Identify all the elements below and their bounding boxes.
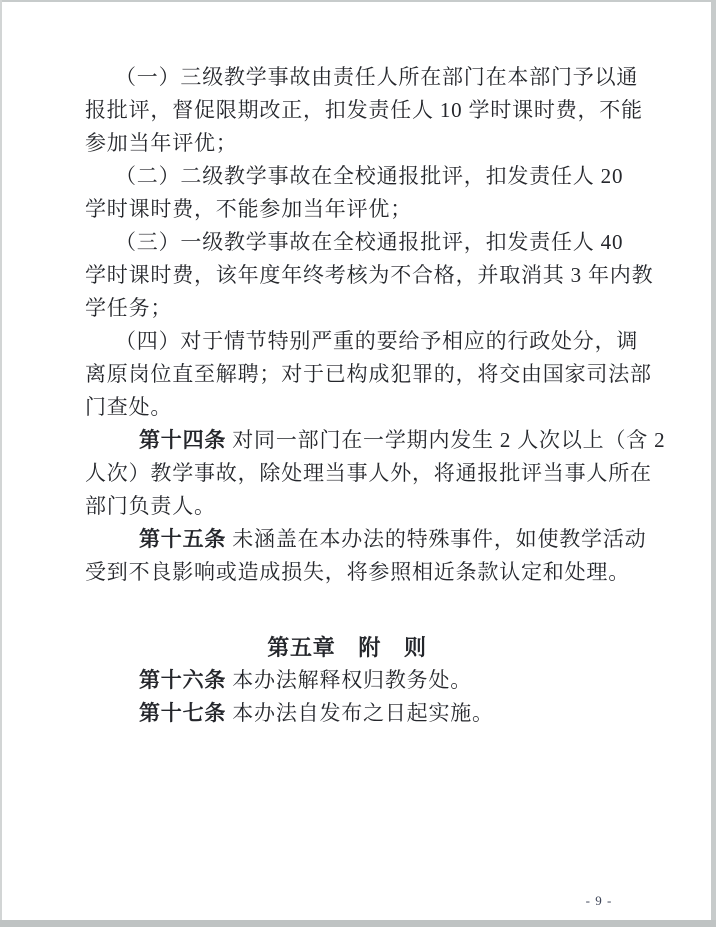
article-15-line-1	[85, 523, 647, 556]
page-edge-left	[0, 0, 2, 927]
line-text: 学任务；	[85, 296, 173, 320]
clause-1-line-3	[85, 127, 609, 160]
line-text: 对同一部门在一学期内发生 2 人次以上（含 2	[226, 428, 666, 452]
article-15-line-2	[85, 556, 630, 589]
article-17-line-1	[85, 697, 609, 730]
clause-3-line-3	[85, 292, 609, 325]
article-14-line-3	[85, 490, 609, 523]
page-number: - 9 -	[585, 893, 613, 908]
chapter-5-heading	[85, 631, 609, 664]
line-text: （三）一级教学事故在全校通报批评，扣发责任人 40	[115, 230, 624, 254]
line-text: 学时课时费，该年度年终考核为不合格，并取消其 3 年内教	[85, 263, 654, 287]
line-text: （二）二级教学事故在全校通报批评，扣发责任人 20	[115, 164, 624, 188]
page-edge-bottom	[0, 920, 716, 927]
clause-4-line-1	[85, 325, 639, 358]
page-content	[85, 61, 666, 730]
line-text: 受到不良影响或造成损失，将参照相近条款认定和处理。	[85, 560, 630, 584]
article-14-line-2	[85, 457, 652, 490]
line-text: 未涵盖在本办法的特殊事件，如使教学活动	[226, 527, 647, 551]
line-text: （四）对于情节特别严重的要给予相应的行政处分，调	[115, 329, 639, 353]
line-text: 学时课时费，不能参加当年评优；	[85, 197, 412, 221]
clause-4-line-2	[85, 358, 652, 391]
line-text: 报批评，督促限期改正，扣发责任人 10 学时课时费，不能	[85, 98, 643, 122]
clause-4-line-3	[85, 391, 609, 424]
article-number: 第十五条	[139, 527, 227, 551]
article-16-line-1	[85, 664, 609, 697]
clause-3-line-2	[85, 259, 654, 292]
line-text: 本办法解释权归教务处。	[226, 668, 473, 692]
article-14-line-1	[85, 424, 666, 457]
clause-2-line-2	[85, 193, 609, 226]
page-edge-right	[711, 0, 716, 927]
article-number: 第十四条	[139, 428, 227, 452]
page-edge-top	[0, 0, 716, 2]
line-text: 本办法自发布之日起实施。	[226, 701, 494, 725]
article-number: 第五章 附 则	[267, 635, 427, 660]
line-text: 参加当年评优；	[85, 131, 238, 155]
line-text: （一）三级教学事故由责任人所在部门在本部门予以通	[115, 65, 639, 89]
clause-3-line-1	[85, 226, 624, 259]
line-text: 部门负责人。	[85, 494, 216, 518]
line-text: 人次）教学事故，除处理当事人外，将通报批评当事人所在	[85, 461, 652, 485]
clause-2-line-1	[85, 160, 624, 193]
article-number: 第十七条	[139, 701, 227, 725]
article-number: 第十六条	[139, 668, 227, 692]
line-text: 离原岗位直至解聘；对于已构成犯罪的，将交由国家司法部	[85, 362, 652, 386]
clause-1-line-2	[85, 94, 643, 127]
line-text: 门查处。	[85, 395, 173, 419]
clause-1-line-1	[85, 61, 639, 94]
